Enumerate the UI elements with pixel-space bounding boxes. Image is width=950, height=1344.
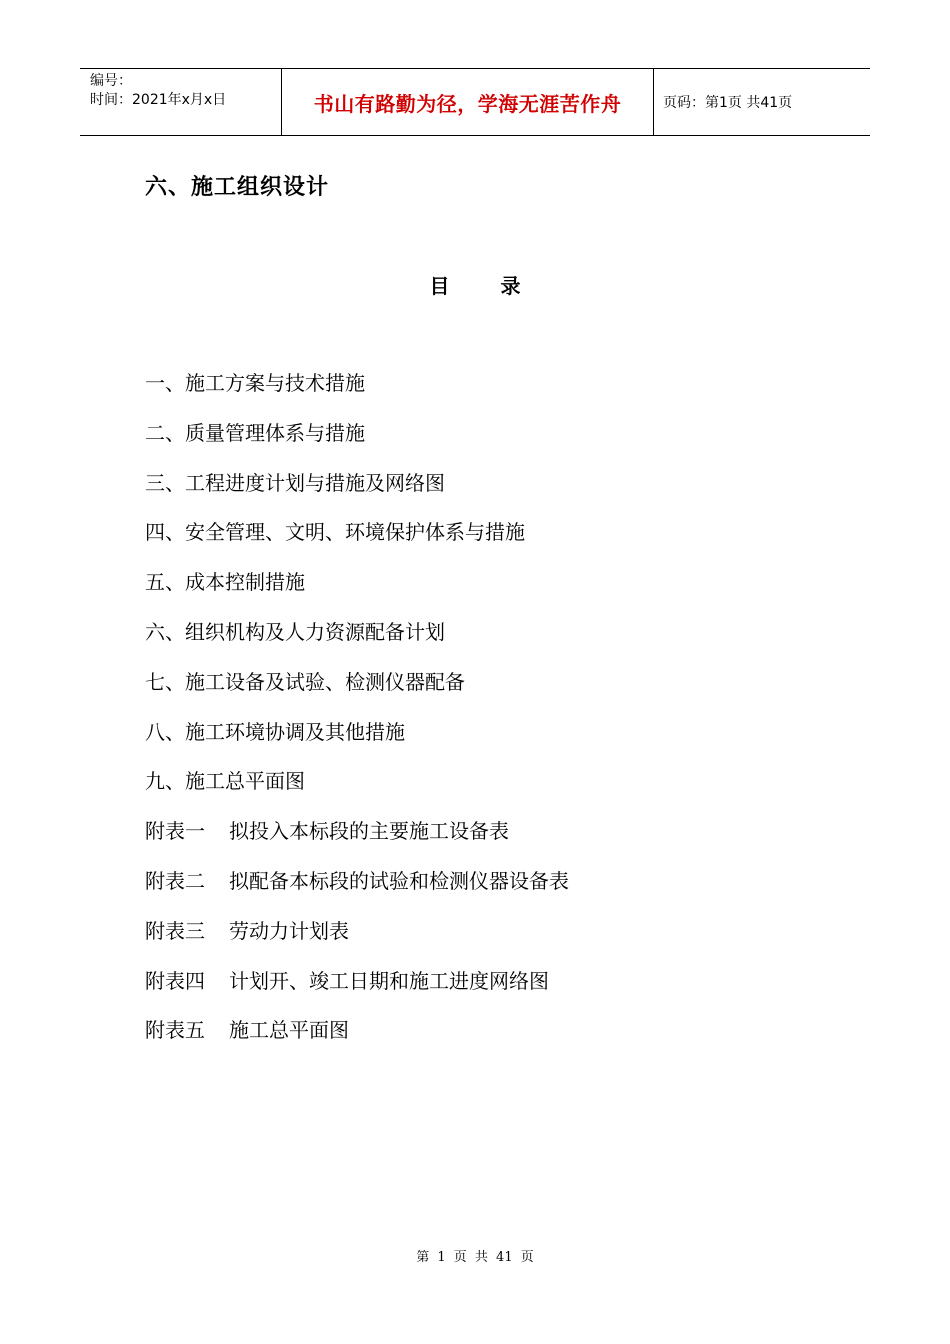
toc-item <box>145 368 569 418</box>
header-motto: 书山有路勤为径，学海无涯苦作舟 <box>282 69 654 135</box>
toc-item-text: 拟配备本标段的试验和检测仪器设备表 <box>229 868 569 893</box>
toc-item-prefix: 九、施工总平面图 <box>145 769 305 794</box>
toc-item-prefix: 附表三 <box>145 918 205 943</box>
toc-item-prefix: 七、施工设备及试验、检测仪器配备 <box>145 669 465 694</box>
document-time-label: 时间：2021年x月x日 <box>90 92 227 108</box>
toc-item-prefix: 二、质量管理体系与措施 <box>145 420 365 445</box>
toc-item-text: 施工总平面图 <box>229 1018 349 1043</box>
toc-item-prefix: 附表四 <box>145 968 205 993</box>
toc-item-prefix: 附表一 <box>145 819 205 844</box>
toc-item-text: 计划开、竣工日期和施工进度网络图 <box>229 968 549 993</box>
toc-title: 目 录 <box>429 274 543 298</box>
toc-item-text: 劳动力计划表 <box>229 918 349 943</box>
toc-item-text: 拟投入本标段的主要施工设备表 <box>229 819 509 844</box>
toc-item <box>145 916 569 966</box>
toc-item-prefix: 五、成本控制措施 <box>145 570 305 595</box>
toc-item-prefix: 四、安全管理、文明、环境保护体系与措施 <box>145 520 525 545</box>
page-footer: 第 1 页 共 41 页 <box>416 1250 534 1265</box>
toc-item <box>145 717 569 767</box>
toc-item-prefix: 六、组织机构及人力资源配备计划 <box>145 619 445 644</box>
document-number-label: 编号： <box>90 73 132 89</box>
header-meta-cell <box>80 69 282 135</box>
toc-item <box>145 816 569 866</box>
toc-item <box>145 517 569 567</box>
toc-item-prefix: 附表五 <box>145 1018 205 1043</box>
toc-item-prefix: 一、施工方案与技术措施 <box>145 371 365 395</box>
toc-item <box>145 617 569 667</box>
toc-item <box>145 567 569 617</box>
page-header <box>80 68 870 136</box>
table-of-contents <box>145 368 569 1065</box>
header-page-info: 页码：第1页 共41页 <box>663 95 793 111</box>
toc-item <box>145 766 569 816</box>
toc-item <box>145 468 569 518</box>
toc-item-prefix: 附表二 <box>145 868 205 893</box>
toc-item <box>145 866 569 916</box>
toc-item-prefix: 八、施工环境协调及其他措施 <box>145 719 405 744</box>
toc-item <box>145 418 569 468</box>
toc-item-prefix: 三、工程进度计划与措施及网络图 <box>145 470 445 495</box>
toc-item <box>145 966 569 1016</box>
section-title: 六、施工组织设计 <box>145 175 330 200</box>
toc-item <box>145 667 569 717</box>
toc-item <box>145 1015 569 1065</box>
